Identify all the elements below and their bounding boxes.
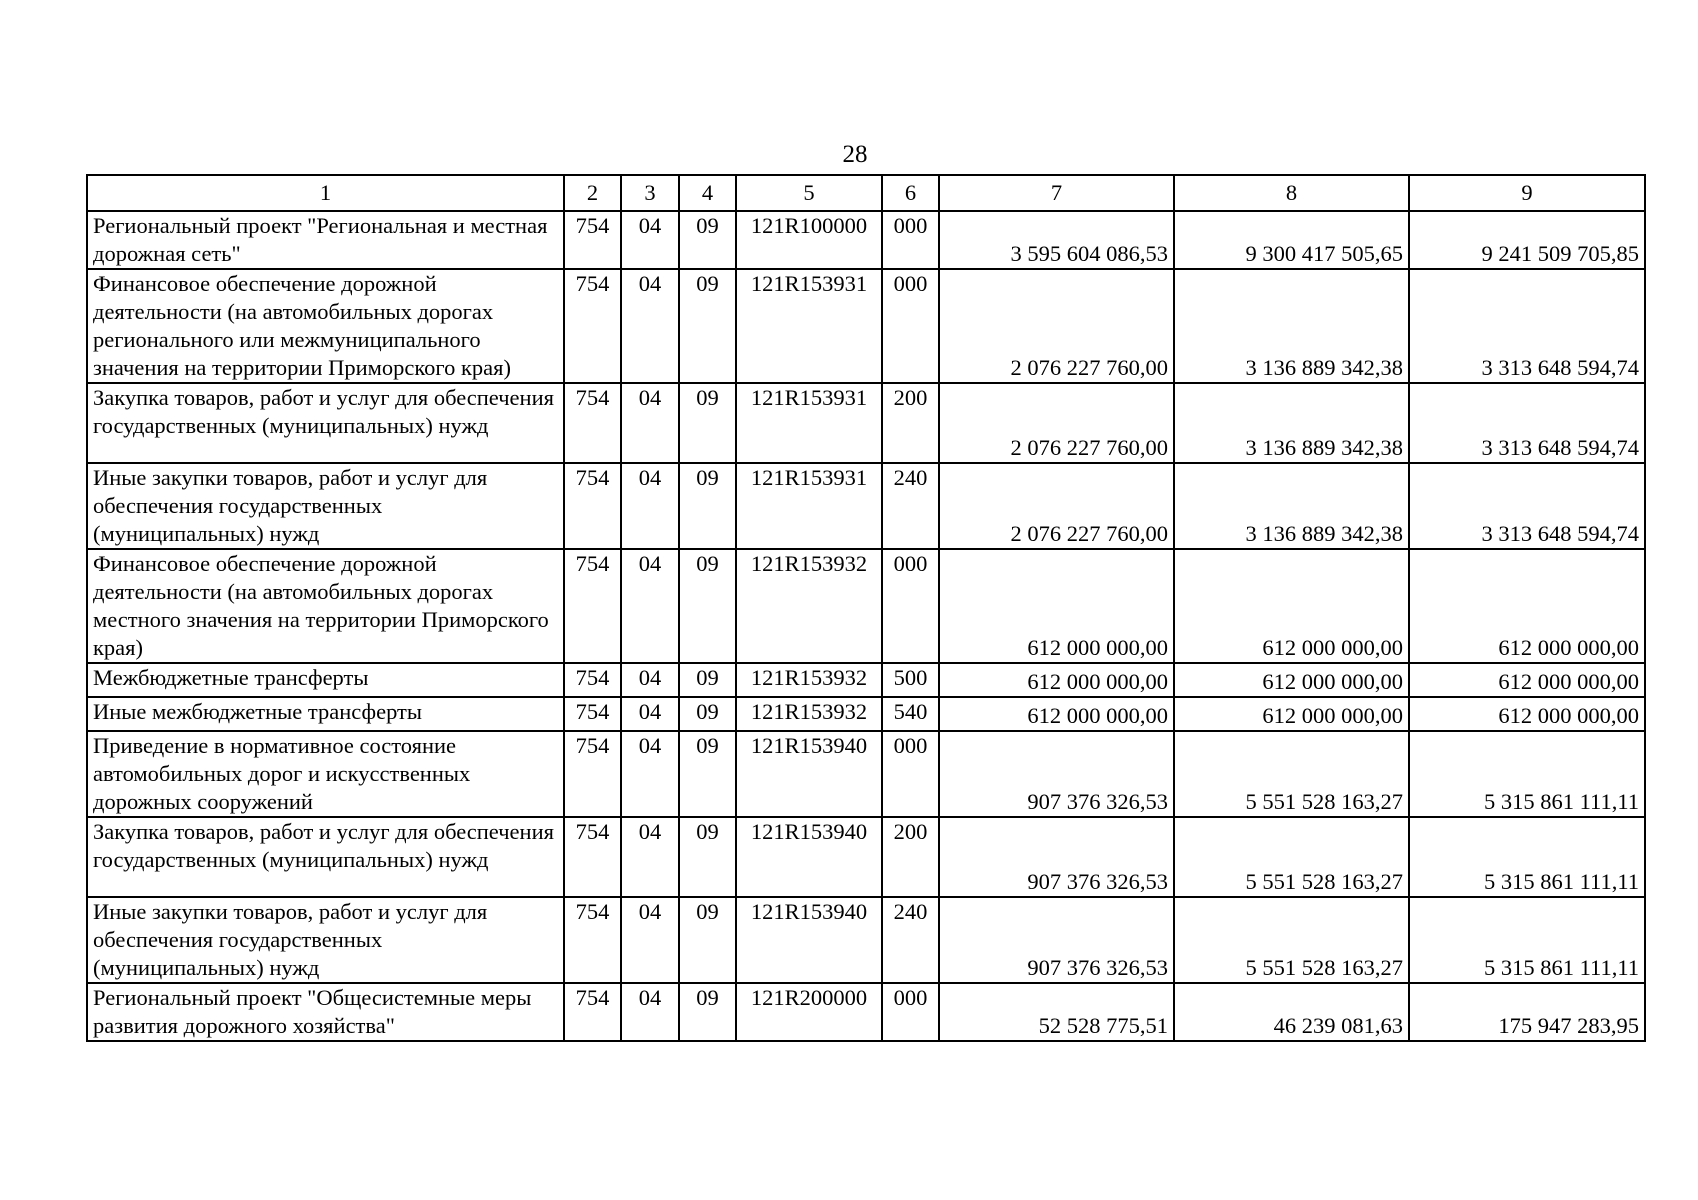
row-target-article-cell: 121R153940: [736, 731, 882, 817]
row-code-cell: 754: [564, 697, 621, 731]
row-amount-cell: 612 000 000,00: [1409, 697, 1645, 731]
row-amount-cell: 5 315 861 111,11: [1409, 731, 1645, 817]
row-name-cell: Межбюджетные трансферты: [87, 663, 564, 697]
row-target-article-cell: 121R153940: [736, 897, 882, 983]
row-target-article-cell: 121R153932: [736, 663, 882, 697]
table-row: [87, 817, 1645, 897]
row-code-cell: 754: [564, 983, 621, 1041]
row-code-cell: 754: [564, 663, 621, 697]
row-target-article-cell: 121R153940: [736, 817, 882, 897]
row-code-cell: 754: [564, 211, 621, 269]
row-amount-cell: 3 595 604 086,53: [939, 211, 1174, 269]
table-row: [87, 211, 1645, 269]
row-section-cell: 04: [621, 211, 679, 269]
row-expense-type-cell: 000: [882, 269, 939, 383]
column-header: 9: [1409, 175, 1645, 211]
row-expense-type-cell: 500: [882, 663, 939, 697]
row-section-cell: 04: [621, 983, 679, 1041]
table-row: [87, 269, 1645, 383]
row-amount-cell: 907 376 326,53: [939, 817, 1174, 897]
column-header: 2: [564, 175, 621, 211]
row-target-article-cell: 121R153931: [736, 269, 882, 383]
row-expense-type-cell: 540: [882, 697, 939, 731]
row-expense-type-cell: 000: [882, 731, 939, 817]
row-amount-cell: 5 315 861 111,11: [1409, 817, 1645, 897]
row-expense-type-cell: 000: [882, 983, 939, 1041]
row-code-cell: 754: [564, 463, 621, 549]
row-expense-type-cell: 200: [882, 383, 939, 463]
row-amount-cell: 2 076 227 760,00: [939, 463, 1174, 549]
row-expense-type-cell: 200: [882, 817, 939, 897]
row-amount-cell: 612 000 000,00: [1409, 549, 1645, 663]
table-row: [87, 983, 1645, 1041]
row-section-cell: 04: [621, 383, 679, 463]
row-section-cell: 04: [621, 463, 679, 549]
row-subsection-cell: 09: [679, 383, 736, 463]
row-section-cell: 04: [621, 897, 679, 983]
row-section-cell: 04: [621, 731, 679, 817]
row-amount-cell: 612 000 000,00: [1409, 663, 1645, 697]
row-amount-cell: 5 315 861 111,11: [1409, 897, 1645, 983]
row-amount-cell: 3 136 889 342,38: [1174, 463, 1409, 549]
row-amount-cell: 3 136 889 342,38: [1174, 269, 1409, 383]
row-amount-cell: 2 076 227 760,00: [939, 269, 1174, 383]
table-row: [87, 549, 1645, 663]
row-subsection-cell: 09: [679, 897, 736, 983]
table-row: [87, 663, 1645, 697]
row-amount-cell: 5 551 528 163,27: [1174, 817, 1409, 897]
row-target-article-cell: 121R153932: [736, 549, 882, 663]
row-subsection-cell: 09: [679, 269, 736, 383]
row-amount-cell: 5 551 528 163,27: [1174, 897, 1409, 983]
table-row: [87, 731, 1645, 817]
column-header: 8: [1174, 175, 1409, 211]
row-target-article-cell: 121R153931: [736, 383, 882, 463]
row-target-article-cell: 121R153932: [736, 697, 882, 731]
row-subsection-cell: 09: [679, 663, 736, 697]
row-expense-type-cell: 000: [882, 549, 939, 663]
row-amount-cell: 612 000 000,00: [939, 697, 1174, 731]
row-target-article-cell: 121R100000: [736, 211, 882, 269]
row-section-cell: 04: [621, 817, 679, 897]
row-amount-cell: 175 947 283,95: [1409, 983, 1645, 1041]
row-amount-cell: 612 000 000,00: [1174, 697, 1409, 731]
row-section-cell: 04: [621, 697, 679, 731]
column-header: 3: [621, 175, 679, 211]
row-section-cell: 04: [621, 269, 679, 383]
row-expense-type-cell: 240: [882, 463, 939, 549]
row-name-cell: Региональный проект "Региональная и местная дорожная сеть": [87, 211, 564, 269]
row-name-cell: Приведение в нормативное состояние автомобильных дорог и искусственных дорожных сооружений: [87, 731, 564, 817]
column-header: 5: [736, 175, 882, 211]
row-code-cell: 754: [564, 817, 621, 897]
column-header: 7: [939, 175, 1174, 211]
table-row: [87, 697, 1645, 731]
row-amount-cell: 5 551 528 163,27: [1174, 731, 1409, 817]
column-header: 1: [87, 175, 564, 211]
row-amount-cell: 9 300 417 505,65: [1174, 211, 1409, 269]
row-name-cell: Финансовое обеспечение дорожной деятельности (на автомобильных дорогах регионального или межмуниципального значения на территории Приморского края): [87, 269, 564, 383]
row-name-cell: Закупка товаров, работ и услуг для обеспечения государственных (муниципальных) нужд: [87, 383, 564, 463]
row-code-cell: 754: [564, 269, 621, 383]
row-code-cell: 754: [564, 897, 621, 983]
row-section-cell: 04: [621, 549, 679, 663]
row-name-cell: Региональный проект "Общесистемные меры развития дорожного хозяйства": [87, 983, 564, 1041]
row-amount-cell: 3 313 648 594,74: [1409, 383, 1645, 463]
row-amount-cell: 3 136 889 342,38: [1174, 383, 1409, 463]
row-code-cell: 754: [564, 549, 621, 663]
row-amount-cell: 612 000 000,00: [1174, 663, 1409, 697]
column-header: 4: [679, 175, 736, 211]
row-subsection-cell: 09: [679, 549, 736, 663]
row-amount-cell: 46 239 081,63: [1174, 983, 1409, 1041]
row-amount-cell: 3 313 648 594,74: [1409, 463, 1645, 549]
row-subsection-cell: 09: [679, 983, 736, 1041]
row-name-cell: Иные межбюджетные трансферты: [87, 697, 564, 731]
table-row: [87, 383, 1645, 463]
row-subsection-cell: 09: [679, 463, 736, 549]
row-amount-cell: 612 000 000,00: [939, 663, 1174, 697]
budget-table: [86, 174, 1646, 1042]
row-amount-cell: 907 376 326,53: [939, 731, 1174, 817]
row-expense-type-cell: 240: [882, 897, 939, 983]
row-subsection-cell: 09: [679, 817, 736, 897]
row-amount-cell: 612 000 000,00: [1174, 549, 1409, 663]
row-amount-cell: 612 000 000,00: [939, 549, 1174, 663]
table-row: [87, 463, 1645, 549]
row-amount-cell: 2 076 227 760,00: [939, 383, 1174, 463]
row-name-cell: Иные закупки товаров, работ и услуг для обеспечения государственных (муниципальных) нужд: [87, 897, 564, 983]
row-name-cell: Иные закупки товаров, работ и услуг для обеспечения государственных (муниципальных) нужд: [87, 463, 564, 549]
row-subsection-cell: 09: [679, 211, 736, 269]
table-row: [87, 897, 1645, 983]
row-code-cell: 754: [564, 383, 621, 463]
column-header: 6: [882, 175, 939, 211]
row-subsection-cell: 09: [679, 697, 736, 731]
row-expense-type-cell: 000: [882, 211, 939, 269]
row-amount-cell: 9 241 509 705,85: [1409, 211, 1645, 269]
row-amount-cell: 907 376 326,53: [939, 897, 1174, 983]
row-target-article-cell: 121R153931: [736, 463, 882, 549]
table-header-row: [87, 175, 1645, 211]
row-name-cell: Закупка товаров, работ и услуг для обеспечения государственных (муниципальных) нужд: [87, 817, 564, 897]
row-code-cell: 754: [564, 731, 621, 817]
row-target-article-cell: 121R200000: [736, 983, 882, 1041]
row-amount-cell: 3 313 648 594,74: [1409, 269, 1645, 383]
row-name-cell: Финансовое обеспечение дорожной деятельности (на автомобильных дорогах местного значения на территории Приморского края): [87, 549, 564, 663]
row-amount-cell: 52 528 775,51: [939, 983, 1174, 1041]
row-section-cell: 04: [621, 663, 679, 697]
row-subsection-cell: 09: [679, 731, 736, 817]
page-number: 28: [842, 141, 868, 168]
